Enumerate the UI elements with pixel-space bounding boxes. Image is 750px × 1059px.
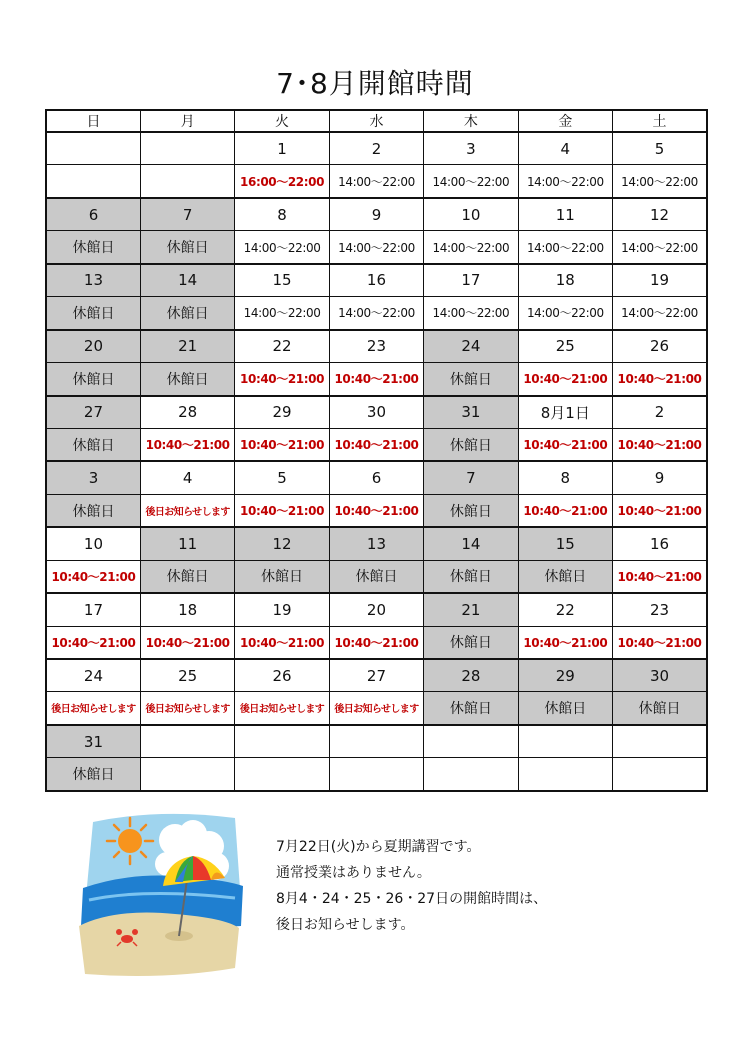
week-date-row [46,659,707,692]
day-date-cell: 4 [518,132,612,165]
hours-label: 10:40～21:00 [334,504,419,519]
day-date-cell: 18 [140,593,234,626]
day-hours-cell [140,494,234,527]
closed-label: 休館日 [449,371,492,388]
closed-label: 休館日 [544,701,587,718]
hours-label: 14:00～22:00 [432,306,510,321]
sand-shape [79,913,239,977]
day-hours-cell [518,231,612,264]
week-date-row [46,330,707,363]
day-date-cell: 11 [518,198,612,231]
hours-label: 14:00～22:00 [526,240,604,255]
day-date-cell [424,725,518,758]
week-info-row [46,494,707,527]
day-hours-cell [329,165,423,198]
hours-label: 14:00～22:00 [621,306,698,321]
day-date-cell: 15 [235,264,329,297]
day-date-cell: 29 [518,659,612,692]
day-date-cell: 29 [235,396,329,429]
weekday-fri: 金 [518,110,612,132]
day-hours-cell [46,626,140,659]
week-date-row [46,198,707,231]
day-hours-cell [518,758,612,791]
day-date-cell: 26 [235,659,329,692]
note-line-1: 7月22日(火)から夏期講習です。 [276,839,481,855]
day-hours-cell [424,165,518,198]
note-line-4: 後日お知らせします。 [276,917,415,933]
day-hours-cell [329,692,423,725]
week-date-row [46,593,707,626]
weekday-mon: 月 [140,110,234,132]
beach-illustration [75,808,245,980]
week-info-row [46,758,707,791]
hours-label: 14:00～22:00 [432,240,510,255]
day-hours-cell [329,363,423,396]
closed-label: 休館日 [72,437,115,454]
closed-label: 休館日 [449,635,492,652]
day-date-cell: 23 [613,593,707,626]
day-hours-cell [329,560,423,593]
sun-icon [107,818,153,864]
hours-label: 10:40～21:00 [240,504,325,519]
day-hours-cell [613,165,707,198]
week-date-row [46,396,707,429]
day-hours-cell [235,758,329,791]
tbd-label: 後日お知らせします [334,704,419,716]
day-hours-cell [46,758,140,791]
day-hours-cell [329,494,423,527]
day-hours-cell [613,231,707,264]
day-date-cell: 14 [424,527,518,560]
hours-label: 10:40～21:00 [145,438,230,453]
hours-label: 10:40～21:00 [334,372,419,387]
day-hours-cell [518,560,612,593]
closed-label: 休館日 [72,305,115,322]
day-hours-cell [424,626,518,659]
closed-label: 休館日 [449,701,492,718]
day-date-cell: 7 [140,198,234,231]
day-date-cell: 8 [518,461,612,494]
closed-label: 休館日 [166,240,209,257]
day-date-cell [329,725,423,758]
day-date-cell: 8月1日 [518,396,612,429]
closed-label: 休館日 [72,767,115,784]
hours-label: 10:40～21:00 [334,438,419,453]
day-hours-cell [46,428,140,461]
day-date-cell: 22 [518,593,612,626]
page-title: 7･8月開館時間 [276,67,474,100]
day-hours-cell [613,297,707,330]
week-info-row [46,626,707,659]
weekday-sun: 日 [46,110,140,132]
day-hours-cell [424,692,518,725]
closed-label: 休館日 [449,503,492,520]
day-hours-cell [613,494,707,527]
hours-label: 14:00～22:00 [621,174,698,189]
weekday-thu: 木 [424,110,518,132]
day-date-cell: 20 [329,593,423,626]
day-date-cell [613,725,707,758]
day-date-cell: 14 [140,264,234,297]
day-date-cell: 30 [329,396,423,429]
day-hours-cell [140,231,234,264]
day-date-cell: 8 [235,198,329,231]
day-hours-cell [329,297,423,330]
day-date-cell [140,132,234,165]
day-date-cell: 9 [329,198,423,231]
weekday-wed: 水 [329,110,423,132]
week-date-row [46,527,707,560]
day-hours-cell [235,428,329,461]
day-hours-cell [140,560,234,593]
day-date-cell [140,725,234,758]
hours-label: 10:40～21:00 [617,569,702,584]
day-date-cell: 31 [424,396,518,429]
day-date-cell: 21 [140,330,234,363]
day-date-cell: 2 [329,132,423,165]
day-date-cell: 28 [140,396,234,429]
day-date-cell: 17 [424,264,518,297]
day-hours-cell [140,363,234,396]
week-info-row [46,297,707,330]
day-hours-cell [518,363,612,396]
week-info-row [46,692,707,725]
day-hours-cell [235,494,329,527]
weekday-sat: 土 [613,110,707,132]
day-date-cell: 20 [46,330,140,363]
day-date-cell: 5 [235,461,329,494]
day-hours-cell [329,428,423,461]
day-hours-cell [329,626,423,659]
hours-label: 10:40～21:00 [145,635,230,650]
hours-label: 14:00～22:00 [338,174,415,189]
day-date-cell: 16 [613,527,707,560]
day-hours-cell [46,692,140,725]
day-hours-cell [329,231,423,264]
week-info-row [46,560,707,593]
day-date-cell: 27 [329,659,423,692]
hours-label: 10:40～21:00 [240,372,325,387]
hours-label: 14:00～22:00 [526,306,604,321]
hours-label: 10:40～21:00 [51,635,136,650]
day-hours-cell [518,165,612,198]
closed-label: 休館日 [72,371,115,388]
day-hours-cell [613,758,707,791]
tbd-label: 後日お知らせします [239,704,325,716]
hours-label: 14:00～22:00 [338,240,415,255]
day-hours-cell [424,231,518,264]
day-hours-cell [613,626,707,659]
day-date-cell: 12 [613,198,707,231]
hours-label: 10:40～21:00 [240,635,325,650]
weekday-tue: 火 [235,110,329,132]
day-date-cell: 21 [424,593,518,626]
day-date-cell: 30 [613,659,707,692]
closed-label: 休館日 [355,569,398,586]
day-date-cell: 28 [424,659,518,692]
day-hours-cell [235,231,329,264]
day-date-cell: 16 [329,264,423,297]
closed-label: 休館日 [261,569,304,586]
hours-label: 10:40～21:00 [617,635,702,650]
closed-label: 休館日 [166,371,209,388]
day-hours-cell [518,428,612,461]
day-hours-cell [518,494,612,527]
closed-label: 休館日 [449,569,492,586]
closed-label: 休館日 [72,240,115,257]
hours-label: 16:00～22:00 [240,174,325,189]
day-hours-cell [235,363,329,396]
notes-block [276,834,547,938]
day-date-cell: 4 [140,461,234,494]
day-date-cell: 10 [46,527,140,560]
week-info-row [46,428,707,461]
day-date-cell: 6 [329,461,423,494]
closed-label: 休館日 [72,503,115,520]
day-hours-cell [424,297,518,330]
day-hours-cell [518,626,612,659]
day-hours-cell [424,494,518,527]
week-date-row [46,725,707,758]
day-hours-cell [46,231,140,264]
day-date-cell: 6 [46,198,140,231]
week-info-row [46,231,707,264]
hours-label: 14:00～22:00 [243,240,321,255]
day-date-cell: 24 [46,659,140,692]
tbd-label: 後日お知らせします [145,506,230,518]
day-hours-cell [46,494,140,527]
day-hours-cell [613,692,707,725]
day-date-cell: 3 [46,461,140,494]
day-hours-cell [140,428,234,461]
day-hours-cell [518,692,612,725]
day-date-cell [235,725,329,758]
day-hours-cell [46,363,140,396]
day-date-cell: 10 [424,198,518,231]
calendar-table [45,109,708,792]
day-date-cell: 1 [235,132,329,165]
day-hours-cell [518,297,612,330]
day-date-cell: 26 [613,330,707,363]
day-hours-cell [613,560,707,593]
week-date-row [46,264,707,297]
day-hours-cell [140,165,234,198]
day-hours-cell [424,428,518,461]
day-hours-cell [140,297,234,330]
hours-label: 10:40～21:00 [523,372,608,387]
day-date-cell: 17 [46,593,140,626]
day-hours-cell [46,165,140,198]
hours-label: 10:40～21:00 [523,438,608,453]
day-hours-cell [140,692,234,725]
day-date-cell: 19 [235,593,329,626]
day-hours-cell [235,626,329,659]
day-date-cell: 19 [613,264,707,297]
day-date-cell: 24 [424,330,518,363]
hours-label: 10:40～21:00 [51,569,136,584]
day-hours-cell [329,758,423,791]
tbd-label: 後日お知らせします [145,704,230,716]
day-hours-cell [424,758,518,791]
day-hours-cell [613,363,707,396]
closed-label: 休館日 [544,569,587,586]
week-info-row [46,165,707,198]
day-date-cell: 13 [46,264,140,297]
hours-label: 14:00～22:00 [526,174,604,189]
day-hours-cell [140,626,234,659]
closed-label: 休館日 [166,305,209,322]
day-date-cell [46,132,140,165]
day-date-cell: 13 [329,527,423,560]
day-date-cell: 25 [140,659,234,692]
hours-label: 14:00～22:00 [338,306,415,321]
day-date-cell: 5 [613,132,707,165]
tbd-label: 後日お知らせします [51,704,136,716]
day-date-cell: 12 [235,527,329,560]
day-date-cell: 9 [613,461,707,494]
week-date-row [46,132,707,165]
hours-label: 10:40～21:00 [240,438,325,453]
day-hours-cell [235,560,329,593]
day-date-cell [518,725,612,758]
week-date-row [46,461,707,494]
hours-label: 10:40～21:00 [334,635,419,650]
day-date-cell: 31 [46,725,140,758]
hours-label: 10:40～21:00 [523,504,608,519]
day-hours-cell [235,165,329,198]
hours-label: 10:40～21:00 [617,372,702,387]
day-hours-cell [424,363,518,396]
day-hours-cell [140,758,234,791]
day-date-cell: 3 [424,132,518,165]
hours-label: 14:00～22:00 [243,306,321,321]
day-date-cell: 2 [613,396,707,429]
hours-label: 10:40～21:00 [617,438,702,453]
closed-label: 休館日 [166,569,209,586]
day-hours-cell [613,428,707,461]
day-hours-cell [424,560,518,593]
day-date-cell: 7 [424,461,518,494]
day-date-cell: 22 [235,330,329,363]
note-line-2: 通常授業はありません。 [276,865,431,881]
hours-label: 14:00～22:00 [621,240,698,255]
hours-label: 14:00～22:00 [432,174,510,189]
closed-label: 休館日 [638,701,681,718]
closed-label: 休館日 [449,437,492,454]
day-date-cell: 23 [329,330,423,363]
week-info-row [46,363,707,396]
day-date-cell: 11 [140,527,234,560]
day-hours-cell [46,560,140,593]
day-date-cell: 27 [46,396,140,429]
note-line-3: 8月4・24・25・26・27日の開館時間は、 [276,891,548,907]
day-hours-cell [235,297,329,330]
day-hours-cell [46,297,140,330]
hours-label: 10:40～21:00 [523,635,608,650]
day-date-cell: 15 [518,527,612,560]
day-hours-cell [235,692,329,725]
weekday-header-row [46,110,707,132]
hours-label: 10:40～21:00 [617,504,702,519]
day-date-cell: 18 [518,264,612,297]
day-date-cell: 25 [518,330,612,363]
